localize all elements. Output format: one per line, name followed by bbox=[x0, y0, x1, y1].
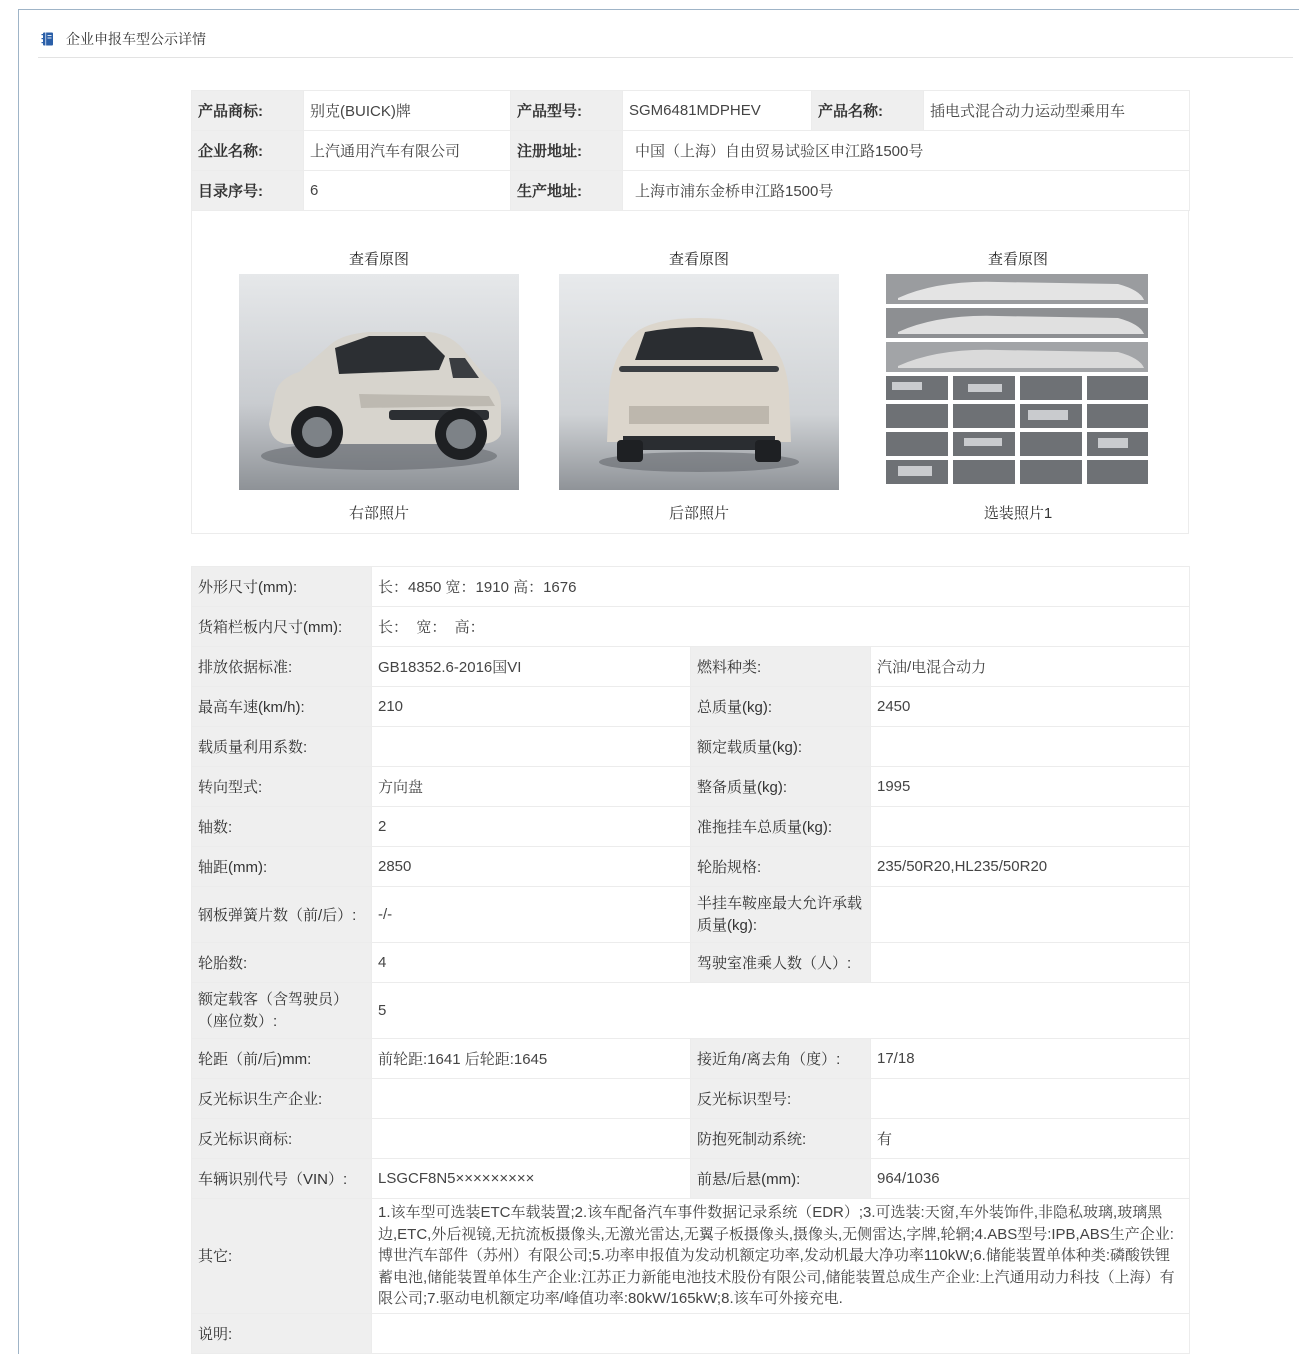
axles-label: 轴数: bbox=[192, 807, 372, 847]
max-speed-value: 210 bbox=[372, 687, 691, 727]
rated-load-value bbox=[871, 727, 1190, 767]
steering-value: 方向盘 bbox=[372, 767, 691, 807]
tire-count-value: 4 bbox=[372, 943, 691, 983]
table-row bbox=[192, 567, 1190, 607]
table-row bbox=[192, 91, 1190, 131]
table-row bbox=[192, 171, 1190, 211]
dimension-label: 外形尺寸(mm): bbox=[192, 567, 372, 607]
other-value: 1.该车型可选装ETC车载装置;2.该车配备汽车事件数据记录系统（EDR）;3.可选装:天窗,车外装饰件,非隐私玻璃,玻璃黑边,ETC,外后视镜,无抗流板摄像头,无激光雷达,无翼子板摄像头,摄像头,无侧雷达,字牌,轮辋;4.ABS型号:IPB,ABS生产企业:博世汽车部件（苏州）有限公司;5.功率申报值为发动机额定功率,发动机最大净功率110kW;6.储能装置单体种类:磷酸铁锂蓄电池,储能装置单体生产企业:江苏正力新能电池技术股份有限公司,储能装置总成生产企业:上汽通用动力科技（上海）有限公司;7.驱动电机额定功率/峰值功率:80kW/165kW;8.该车可外接充电. bbox=[372, 1199, 1190, 1314]
model-label: 产品型号: bbox=[511, 91, 623, 131]
car-rear-photo[interactable] bbox=[559, 274, 839, 490]
reflector-company-label: 反光标识生产企业: bbox=[192, 1079, 372, 1119]
product-name-value: 插电式混合动力运动型乘用车 bbox=[924, 91, 1190, 131]
dimension-value: 长：4850 宽：1910 高：1676 bbox=[372, 567, 1190, 607]
approach-angle-label: 接近角/离去角（度）: bbox=[691, 1039, 871, 1079]
seats-label: 额定载客（含驾驶员）（座位数）: bbox=[192, 983, 372, 1039]
view-original-link[interactable]: 查看原图 bbox=[348, 251, 409, 268]
rated-load-label: 额定载质量(kg): bbox=[691, 727, 871, 767]
photo-card bbox=[239, 210, 519, 522]
book-icon bbox=[41, 32, 55, 46]
leaf-spring-label: 钢板弹簧片数（前/后）: bbox=[192, 887, 372, 943]
company-value: 上汽通用汽车有限公司 bbox=[304, 131, 511, 171]
optional-parts-photo[interactable] bbox=[878, 274, 1158, 490]
reflector-model-value bbox=[871, 1079, 1190, 1119]
tire-count-label: 轮胎数: bbox=[192, 943, 372, 983]
track-label: 轮距（前/后)mm: bbox=[192, 1039, 372, 1079]
cargo-dimension-label: 货箱栏板内尺寸(mm): bbox=[192, 607, 372, 647]
catalog-value: 6 bbox=[304, 171, 511, 211]
table-row bbox=[192, 131, 1190, 171]
seats-value: 5 bbox=[372, 983, 1190, 1039]
wheelbase-value: 2850 bbox=[372, 847, 691, 887]
note-value bbox=[372, 1313, 1190, 1353]
table-row bbox=[192, 943, 1190, 983]
basic-info-table bbox=[191, 90, 1190, 211]
other-label: 其它: bbox=[192, 1199, 372, 1314]
wheelbase-label: 轴距(mm): bbox=[192, 847, 372, 887]
spec-table bbox=[191, 566, 1190, 1354]
leaf-spring-value: -/- bbox=[372, 887, 691, 943]
abs-value: 有 bbox=[871, 1119, 1190, 1159]
table-row bbox=[192, 983, 1190, 1039]
gross-mass-label: 总质量(kg): bbox=[691, 687, 871, 727]
note-label: 说明: bbox=[192, 1313, 372, 1353]
reg-address-label: 注册地址: bbox=[511, 131, 623, 171]
semi-trailer-label: 半挂车鞍座最大允许承载质量(kg): bbox=[691, 887, 871, 943]
table-row bbox=[192, 847, 1190, 887]
table-row bbox=[192, 807, 1190, 847]
curb-mass-value: 1995 bbox=[871, 767, 1190, 807]
fuel-value: 汽油/电混合动力 bbox=[871, 647, 1190, 687]
trailer-mass-value bbox=[871, 807, 1190, 847]
table-row bbox=[192, 1039, 1190, 1079]
photo-card bbox=[878, 210, 1158, 522]
semi-trailer-value bbox=[871, 887, 1190, 943]
reflector-company-value bbox=[372, 1079, 691, 1119]
table-row bbox=[192, 647, 1190, 687]
vin-label: 车辆识别代号（VIN）: bbox=[192, 1159, 372, 1199]
gross-mass-value: 2450 bbox=[871, 687, 1190, 727]
vin-value: LSGCF8N5××××××××× bbox=[372, 1159, 691, 1199]
photo-caption: 右部照片 bbox=[348, 505, 409, 522]
car-right-photo[interactable] bbox=[239, 274, 519, 490]
table-row bbox=[192, 727, 1190, 767]
reflector-brand-label: 反光标识商标: bbox=[192, 1119, 372, 1159]
view-original-link[interactable]: 查看原图 bbox=[668, 251, 729, 268]
trailer-mass-label: 准拖挂车总质量(kg): bbox=[691, 807, 871, 847]
page-header bbox=[38, 20, 1293, 58]
prod-address-label: 生产地址: bbox=[511, 171, 623, 211]
abs-label: 防抱死制动系统: bbox=[691, 1119, 871, 1159]
reflector-brand-value bbox=[372, 1119, 691, 1159]
table-row bbox=[192, 687, 1190, 727]
cab-capacity-label: 驾驶室准乘人数（人）: bbox=[691, 943, 871, 983]
table-row bbox=[192, 1199, 1190, 1314]
photo-caption: 后部照片 bbox=[668, 505, 729, 522]
company-label: 企业名称: bbox=[192, 131, 304, 171]
curb-mass-label: 整备质量(kg): bbox=[691, 767, 871, 807]
table-row bbox=[192, 1119, 1190, 1159]
table-row bbox=[192, 1159, 1190, 1199]
overhang-label: 前悬/后悬(mm): bbox=[691, 1159, 871, 1199]
tire-spec-value: 235/50R20,HL235/50R20 bbox=[871, 847, 1190, 887]
page-title: 企业申报车型公示详情 bbox=[66, 30, 206, 47]
photo-card bbox=[559, 210, 839, 522]
cargo-dimension-value: 长： 宽： 高： bbox=[372, 607, 1190, 647]
overhang-value: 964/1036 bbox=[871, 1159, 1190, 1199]
tire-spec-label: 轮胎规格: bbox=[691, 847, 871, 887]
prod-address-value: 上海市浦东金桥申江路1500号 bbox=[623, 171, 1190, 211]
table-row bbox=[192, 767, 1190, 807]
product-name-label: 产品名称: bbox=[812, 91, 924, 131]
fuel-label: 燃料种类: bbox=[691, 647, 871, 687]
cab-capacity-value bbox=[871, 943, 1190, 983]
table-row bbox=[192, 1079, 1190, 1119]
table-row bbox=[192, 607, 1190, 647]
reflector-model-label: 反光标识型号: bbox=[691, 1079, 871, 1119]
axles-value: 2 bbox=[372, 807, 691, 847]
max-speed-label: 最高车速(km/h): bbox=[192, 687, 372, 727]
reg-address-value: 中国（上海）自由贸易试验区申江路1500号 bbox=[623, 131, 1190, 171]
view-original-link[interactable]: 查看原图 bbox=[987, 251, 1048, 268]
track-value: 前轮距:1641 后轮距:1645 bbox=[372, 1039, 691, 1079]
brand-label: 产品商标: bbox=[192, 91, 304, 131]
photo-gallery bbox=[191, 210, 1189, 534]
emission-value: GB18352.6-2016国VI bbox=[372, 647, 691, 687]
emission-label: 排放依据标准: bbox=[192, 647, 372, 687]
catalog-label: 目录序号: bbox=[192, 171, 304, 211]
load-coef-value bbox=[372, 727, 691, 767]
approach-angle-value: 17/18 bbox=[871, 1039, 1190, 1079]
table-row bbox=[192, 887, 1190, 943]
model-value: SGM6481MDPHEV bbox=[623, 91, 812, 131]
load-coef-label: 载质量利用系数: bbox=[192, 727, 372, 767]
brand-value: 别克(BUICK)牌 bbox=[304, 91, 511, 131]
table-row bbox=[192, 1313, 1190, 1353]
steering-label: 转向型式: bbox=[192, 767, 372, 807]
photo-caption: 选装照片1 bbox=[983, 505, 1053, 522]
